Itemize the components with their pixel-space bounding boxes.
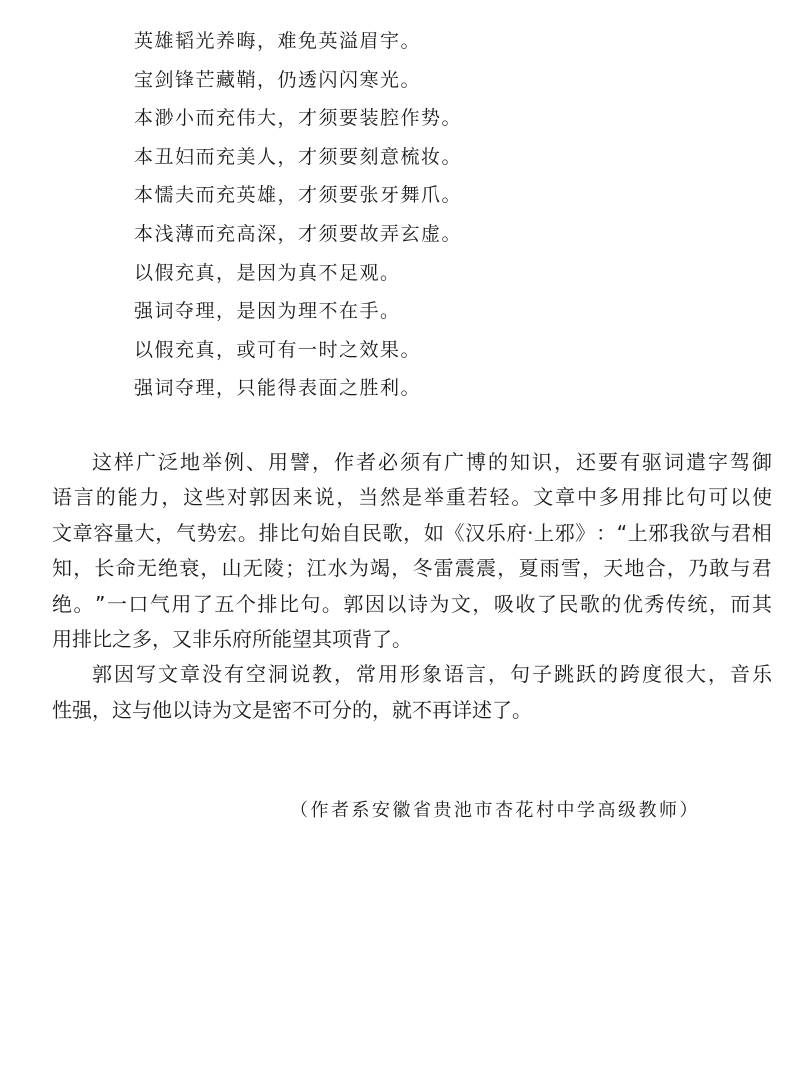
poem-line: 强词夺理，是因为理不在手。 <box>134 300 401 323</box>
text-line: 知 ， 长 命 无 绝 衰 ， 山 无 陵 ； 江 水 为 竭 ， 冬 雷 震 震 ， 夏 雨 雪 ， 天 地 合 ， 乃 敢 与 君 <box>52 556 772 581</box>
text-line: 性强，这与他以诗为文是密不可分的，就不再详述了。 <box>52 697 532 722</box>
poem-line: 本渺小而充伟大，才须要装腔作势。 <box>134 107 463 130</box>
text-line: 用排比之多，又非乐府所能望其项背了。 <box>52 626 412 651</box>
poem-line: 强词夺理，只能得表面之胜利。 <box>134 377 422 400</box>
poem-line: 本浅薄而充高深，才须要故弄玄虚。 <box>134 222 463 245</box>
author-byline: （作者系安徽省贵池市杏花村中学高级教师） <box>290 800 700 821</box>
poem-line: 本懦夫而充英雄，才须要张牙舞爪。 <box>134 184 463 207</box>
poem-line: 英雄韬光养晦，难免英溢眉宇。 <box>134 30 422 52</box>
text-line: 郭 因 写 文 章 没 有 空 洞 说 教 ， 常 用 形 象 语 言 ， 句 子 跳 跃 的 跨 度 很 大 ， 音 乐 <box>92 662 772 687</box>
poem-line: 以假充真，或可有一时之效果。 <box>134 338 422 361</box>
text-line: 绝 。 ” 一 口 气 用 了 五 个 排 比 句 。 郭 因 以 诗 为 文 ， 吸 收 了 民 歌 的 优 秀 传 统 ， 而 其 <box>52 591 772 616</box>
text-line: 文 章 容 量 大 ， 气 势 宏 。 排 比 句 始 自 民 歌 ， 如 《 汉 乐 府 · 上 邪 》 ： “ 上 邪 我 欲 与 君 相 <box>52 520 772 545</box>
text-line: 语 言 的 能 力 ， 这 些 对 郭 因 来 说 ， 当 然 是 举 重 若 轻 。 文 章 中 多 用 排 比 句 可 以 使 <box>52 485 772 510</box>
poem-line: 以假充真，是因为真不足观。 <box>134 261 401 284</box>
body-text <box>52 445 772 728</box>
poem-line: 宝剑锋芒藏鞘，仍透闪闪寒光。 <box>134 68 422 91</box>
poem-block <box>134 22 462 408</box>
text-line: 这 样 广 泛 地 举 例 、 用 譬 ， 作 者 必 须 有 广 博 的 知 识 ， 还 要 有 驱 词 遣 字 驾 御 <box>92 450 772 474</box>
paragraph-1 <box>52 445 772 657</box>
paragraph-2 <box>52 657 772 728</box>
poem-line: 本丑妇而充美人，才须要刻意梳妆。 <box>134 145 463 168</box>
